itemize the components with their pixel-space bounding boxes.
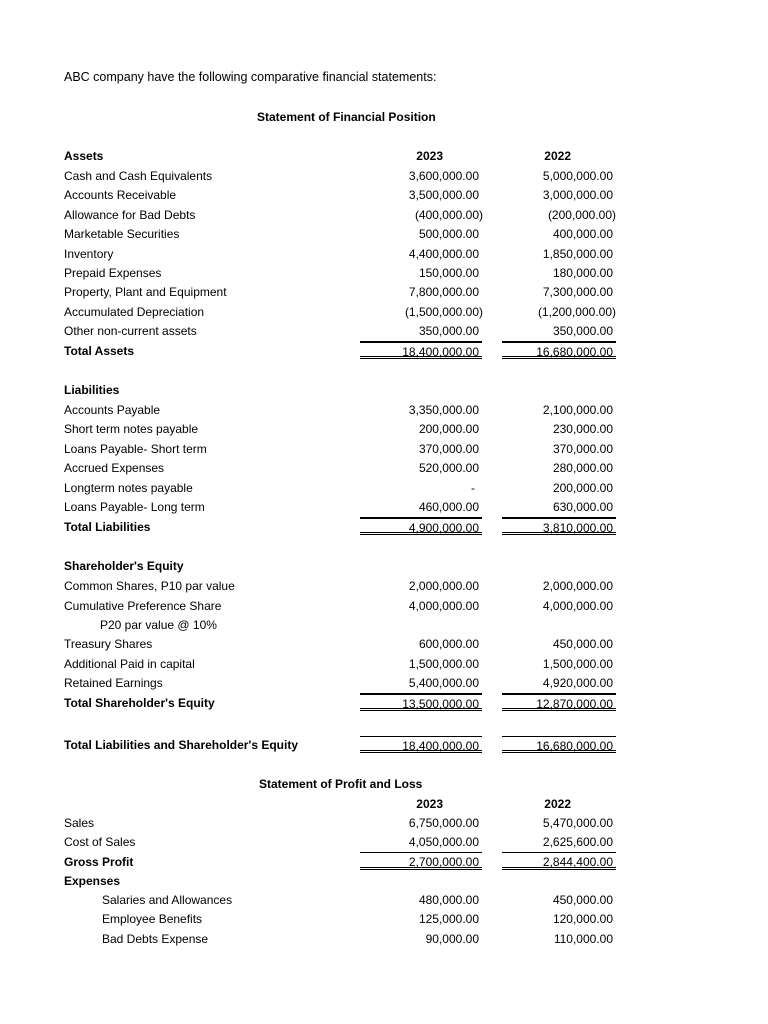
- value-2022: 2,844,400.00: [502, 853, 616, 870]
- value-2023: (1,500,000.00): [404, 305, 483, 319]
- pl-title: Statement of Profit and Loss: [259, 777, 423, 791]
- value-2023: 3,350,000.00: [408, 403, 479, 417]
- table-row: [0, 479, 768, 498]
- value-2022: 450,000.00: [552, 637, 613, 651]
- row-label: Longterm notes payable: [64, 481, 193, 495]
- value-2022: 12,870,000.00: [502, 694, 616, 711]
- row-label: Loans Payable- Short term: [64, 442, 207, 456]
- value-2023: 1,500,000.00: [408, 657, 479, 671]
- value-2022: 630,000.00: [502, 498, 616, 518]
- row-label: Retained Earnings: [64, 676, 163, 690]
- assets-header-row: [0, 147, 768, 166]
- intro-text: ABC company have the following comparative financial statements:: [64, 70, 437, 84]
- row-label: Bad Debts Expense: [102, 932, 209, 946]
- row-label: Cash and Cash Equivalents: [64, 169, 213, 183]
- table-row: [0, 635, 768, 654]
- expenses-heading: Expenses: [64, 874, 121, 888]
- value-2023: 370,000.00: [418, 442, 479, 456]
- table-row: [0, 616, 768, 635]
- value-2023: 520,000.00: [418, 461, 479, 475]
- value-2022: 16,680,000.00: [502, 342, 616, 359]
- sfp-title: Statement of Financial Position: [257, 110, 436, 124]
- row-label: Sales: [64, 816, 95, 830]
- table-row: [0, 597, 768, 616]
- value-2022: 370,000.00: [552, 442, 613, 456]
- gross-profit-row: [0, 853, 768, 872]
- total-liabilities-row: [0, 518, 768, 537]
- value-2023: 5,400,000.00: [360, 674, 482, 694]
- row-label: Other non-current assets: [64, 324, 197, 338]
- value-2022: 450,000.00: [552, 893, 613, 907]
- value-2022: 120,000.00: [552, 912, 613, 926]
- value-2023: 90,000.00: [425, 932, 479, 946]
- value-2023: 4,400,000.00: [408, 247, 479, 261]
- value-2022: 2,000,000.00: [542, 579, 613, 593]
- table-row: [0, 186, 768, 205]
- row-label: Total Shareholder's Equity: [64, 696, 215, 710]
- value-2022: (1,200,000.00): [537, 305, 616, 319]
- row-label: Treasury Shares: [64, 637, 153, 651]
- equity-heading: Shareholder's Equity: [64, 559, 184, 573]
- value-2023: 460,000.00: [360, 498, 482, 518]
- value-2023: 4,050,000.00: [360, 833, 482, 853]
- total-assets-row: [0, 342, 768, 361]
- value-2022: 5,000,000.00: [542, 169, 613, 183]
- value-2023: 600,000.00: [418, 637, 479, 651]
- table-row: [0, 577, 768, 596]
- value-2022: 2,625,600.00: [502, 833, 616, 853]
- value-2023: 150,000.00: [418, 266, 479, 280]
- col-2023-header: 2023: [416, 149, 443, 163]
- table-row: [0, 206, 768, 225]
- row-label: Common Shares, P10 par value: [64, 579, 235, 593]
- row-label: Total Liabilities and Shareholder's Equity: [64, 738, 299, 752]
- value-2023: 4,900,000.00: [360, 518, 482, 535]
- table-row: [0, 225, 768, 244]
- value-2023: 2,000,000.00: [408, 579, 479, 593]
- value-2022: 1,850,000.00: [542, 247, 613, 261]
- value-2022: 110,000.00: [553, 932, 613, 946]
- row-label: Accrued Expenses: [64, 461, 165, 475]
- value-2022: 200,000.00: [552, 481, 613, 495]
- value-2022: 350,000.00: [502, 322, 616, 342]
- value-2023: 18,400,000.00: [360, 342, 482, 359]
- row-label: Allowance for Bad Debts: [64, 208, 196, 222]
- total-equity-row: [0, 694, 768, 713]
- value-2022: 3,810,000.00: [502, 518, 616, 535]
- value-2023: 480,000.00: [418, 893, 479, 907]
- value-2023: (400,000.00): [414, 208, 483, 222]
- value-2023: 3,500,000.00: [408, 188, 479, 202]
- value-2023: 4,000,000.00: [408, 599, 479, 613]
- liabilities-header-row: [0, 381, 768, 400]
- row-label: Marketable Securities: [64, 227, 180, 241]
- row-label: Prepaid Expenses: [64, 266, 162, 280]
- table-row: [0, 930, 768, 949]
- row-label: Total Liabilities: [64, 520, 151, 534]
- value-2023: -: [471, 481, 475, 495]
- row-label: Loans Payable- Long term: [64, 500, 205, 514]
- table-row: [0, 401, 768, 420]
- liabilities-heading: Liabilities: [64, 383, 120, 397]
- table-row: [0, 814, 768, 833]
- row-label: Cumulative Preference Share: [64, 599, 222, 613]
- table-row: [0, 459, 768, 478]
- table-row: [0, 910, 768, 929]
- table-row: [0, 440, 768, 459]
- row-label: Salaries and Allowances: [102, 893, 233, 907]
- value-2022: 2,100,000.00: [542, 403, 613, 417]
- grand-total-row: [0, 736, 768, 755]
- value-2022: 280,000.00: [552, 461, 613, 475]
- value-2023: 500,000.00: [418, 227, 479, 241]
- table-row: [0, 674, 768, 693]
- table-row: [0, 420, 768, 439]
- col-2022-header: 2022: [544, 149, 571, 163]
- col-2022-header: 2022: [544, 797, 571, 811]
- value-2022: 4,000,000.00: [542, 599, 613, 613]
- value-2023: 3,600,000.00: [408, 169, 479, 183]
- value-2022: 1,500,000.00: [542, 657, 613, 671]
- row-label: Total Assets: [64, 344, 135, 358]
- value-2022: (200,000.00): [547, 208, 616, 222]
- value-2022: 7,300,000.00: [542, 285, 613, 299]
- table-row: [0, 891, 768, 910]
- value-2023: 350,000.00: [360, 322, 482, 342]
- row-label: Employee Benefits: [102, 912, 203, 926]
- value-2023: 125,000.00: [418, 912, 479, 926]
- row-label: Short term notes payable: [64, 422, 199, 436]
- row-label: Property, Plant and Equipment: [64, 285, 227, 299]
- row-label: Inventory: [64, 247, 114, 261]
- value-2023: 13,500,000.00: [360, 694, 482, 711]
- value-2022: 230,000.00: [552, 422, 613, 436]
- value-2023: 18,400,000.00: [360, 736, 482, 753]
- row-label: Gross Profit: [64, 855, 134, 869]
- row-label: P20 par value @ 10%: [100, 618, 217, 632]
- assets-heading: Assets: [64, 149, 104, 163]
- table-row: [0, 167, 768, 186]
- value-2023: 2,700,000.00: [360, 853, 482, 870]
- row-label: Accounts Payable: [64, 403, 161, 417]
- value-2022: 180,000.00: [552, 266, 613, 280]
- row-label: Additional Paid in capital: [64, 657, 195, 671]
- value-2023: 6,750,000.00: [408, 816, 479, 830]
- value-2023: 7,800,000.00: [408, 285, 479, 299]
- expenses-header-row: [0, 872, 768, 891]
- value-2022: 3,000,000.00: [542, 188, 613, 202]
- value-2022: 4,920,000.00: [502, 674, 616, 694]
- table-row: [0, 322, 768, 341]
- table-row: [0, 283, 768, 302]
- table-row: [0, 655, 768, 674]
- table-row: [0, 833, 768, 852]
- equity-header-row: [0, 557, 768, 576]
- row-label: Cost of Sales: [64, 835, 136, 849]
- table-row: [0, 303, 768, 322]
- value-2022: 400,000.00: [552, 227, 613, 241]
- row-label: Accumulated Depreciation: [64, 305, 205, 319]
- value-2022: 5,470,000.00: [542, 816, 613, 830]
- table-row: [0, 245, 768, 264]
- pl-header-row: [0, 795, 768, 814]
- value-2022: 16,680,000.00: [502, 736, 616, 753]
- table-row: [0, 498, 768, 517]
- col-2023-header: 2023: [416, 797, 443, 811]
- value-2023: 200,000.00: [418, 422, 479, 436]
- row-label: Accounts Receivable: [64, 188, 177, 202]
- table-row: [0, 264, 768, 283]
